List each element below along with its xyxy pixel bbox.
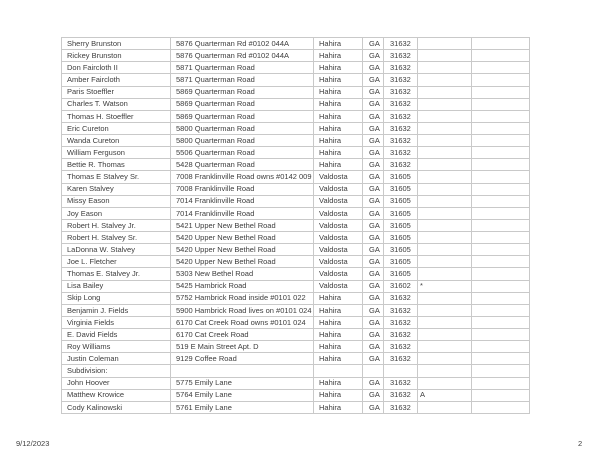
- table-row: [62, 50, 530, 62]
- note-cell: A: [418, 389, 472, 401]
- note-cell: [418, 244, 472, 256]
- state-cell: GA: [363, 183, 384, 195]
- state-cell: GA: [363, 401, 384, 413]
- city-cell: Hahira: [314, 316, 363, 328]
- zip-cell: 31632: [384, 304, 418, 316]
- name-cell: Subdivision:: [62, 365, 171, 377]
- state-cell: GA: [363, 353, 384, 365]
- city-cell: Hahira: [314, 304, 363, 316]
- state-cell: GA: [363, 207, 384, 219]
- address-cell: 5420 Upper New Bethel Road: [171, 232, 314, 244]
- state-cell: GA: [363, 74, 384, 86]
- extra-cell: [472, 304, 530, 316]
- state-cell: GA: [363, 256, 384, 268]
- name-cell: Amber Faircloth: [62, 74, 171, 86]
- table-row: [62, 159, 530, 171]
- state-cell: GA: [363, 86, 384, 98]
- city-cell: Hahira: [314, 159, 363, 171]
- note-cell: [418, 38, 472, 50]
- extra-cell: [472, 122, 530, 134]
- extra-cell: [472, 207, 530, 219]
- zip-cell: 31632: [384, 122, 418, 134]
- extra-cell: [472, 353, 530, 365]
- city-cell: Valdosta: [314, 207, 363, 219]
- zip-cell: 31605: [384, 207, 418, 219]
- extra-cell: [472, 74, 530, 86]
- city-cell: Hahira: [314, 329, 363, 341]
- zip-cell: 31632: [384, 135, 418, 147]
- state-cell: GA: [363, 304, 384, 316]
- address-cell: 519 E Main Street Apt. D: [171, 341, 314, 353]
- name-cell: Sherry Brunston: [62, 38, 171, 50]
- table-row: [62, 86, 530, 98]
- address-cell: 5871 Quarterman Road: [171, 62, 314, 74]
- table-row: [62, 292, 530, 304]
- zip-cell: 31605: [384, 171, 418, 183]
- note-cell: *: [418, 280, 472, 292]
- note-cell: [418, 159, 472, 171]
- extra-cell: [472, 98, 530, 110]
- table-row: [62, 244, 530, 256]
- address-cell: 7014 Franklinville Road: [171, 195, 314, 207]
- state-cell: GA: [363, 316, 384, 328]
- table-row: [62, 316, 530, 328]
- note-cell: [418, 147, 472, 159]
- table-row: [62, 122, 530, 134]
- state-cell: GA: [363, 62, 384, 74]
- note-cell: [418, 292, 472, 304]
- table-row: [62, 256, 530, 268]
- zip-cell: 31632: [384, 110, 418, 122]
- city-cell: Hahira: [314, 110, 363, 122]
- name-cell: Don Faircloth II: [62, 62, 171, 74]
- extra-cell: [472, 135, 530, 147]
- city-cell: Hahira: [314, 122, 363, 134]
- state-cell: GA: [363, 195, 384, 207]
- extra-cell: [472, 110, 530, 122]
- state-cell: GA: [363, 389, 384, 401]
- extra-cell: [472, 38, 530, 50]
- extra-cell: [472, 50, 530, 62]
- extra-cell: [472, 183, 530, 195]
- name-cell: Eric Cureton: [62, 122, 171, 134]
- state-cell: GA: [363, 377, 384, 389]
- zip-cell: 31605: [384, 268, 418, 280]
- table-row: [62, 377, 530, 389]
- note-cell: [418, 353, 472, 365]
- city-cell: Valdosta: [314, 232, 363, 244]
- city-cell: Hahira: [314, 377, 363, 389]
- note-cell: [418, 171, 472, 183]
- city-cell: Hahira: [314, 353, 363, 365]
- table-row: [62, 268, 530, 280]
- address-cell: 5900 Hambrick Road lives on #0101 024: [171, 304, 314, 316]
- zip-cell: 31632: [384, 377, 418, 389]
- address-cell: 5420 Upper New Bethel Road: [171, 256, 314, 268]
- zip-cell: 31632: [384, 316, 418, 328]
- zip-cell: 31632: [384, 159, 418, 171]
- address-cell: 7008 Franklinville Road: [171, 183, 314, 195]
- zip-cell: 31632: [384, 353, 418, 365]
- name-cell: Lisa Bailey: [62, 280, 171, 292]
- city-cell: Valdosta: [314, 280, 363, 292]
- note-cell: [418, 135, 472, 147]
- extra-cell: [472, 147, 530, 159]
- zip-cell: 31632: [384, 292, 418, 304]
- note-cell: [418, 50, 472, 62]
- city-cell: Hahira: [314, 86, 363, 98]
- extra-cell: [472, 171, 530, 183]
- note-cell: [418, 122, 472, 134]
- table-row: [62, 62, 530, 74]
- extra-cell: [472, 365, 530, 377]
- address-cell: 7014 Franklinville Road: [171, 207, 314, 219]
- city-cell: Hahira: [314, 50, 363, 62]
- note-cell: [418, 316, 472, 328]
- city-cell: Hahira: [314, 62, 363, 74]
- table-body: [62, 38, 530, 414]
- table-row: [62, 329, 530, 341]
- state-cell: GA: [363, 244, 384, 256]
- note-cell: [418, 98, 472, 110]
- name-cell: Justin Coleman: [62, 353, 171, 365]
- address-cell: 5876 Quarterman Rd #0102 044A: [171, 50, 314, 62]
- name-cell: E. David Fields: [62, 329, 171, 341]
- zip-cell: 31632: [384, 147, 418, 159]
- note-cell: [418, 341, 472, 353]
- city-cell: Valdosta: [314, 171, 363, 183]
- state-cell: GA: [363, 341, 384, 353]
- name-cell: Karen Stalvey: [62, 183, 171, 195]
- address-cell: 9129 Coffee Road: [171, 353, 314, 365]
- state-cell: GA: [363, 329, 384, 341]
- address-cell: 5800 Quarterman Road: [171, 122, 314, 134]
- address-cell: [171, 365, 314, 377]
- address-cell: 6170 Cat Creek Road: [171, 329, 314, 341]
- state-cell: [363, 365, 384, 377]
- address-cell: 5752 Hambrick Road inside #0101 022: [171, 292, 314, 304]
- name-cell: Cody Kalinowski: [62, 401, 171, 413]
- city-cell: Hahira: [314, 341, 363, 353]
- state-cell: GA: [363, 98, 384, 110]
- extra-cell: [472, 268, 530, 280]
- state-cell: GA: [363, 122, 384, 134]
- note-cell: [418, 329, 472, 341]
- address-cell: 6170 Cat Creek Road owns #0101 024: [171, 316, 314, 328]
- state-cell: GA: [363, 147, 384, 159]
- zip-cell: [384, 365, 418, 377]
- city-cell: Hahira: [314, 38, 363, 50]
- footer-date: 9/12/2023: [16, 439, 50, 448]
- address-cell: 5761 Emily Lane: [171, 401, 314, 413]
- note-cell: [418, 232, 472, 244]
- address-cell: 5800 Quarterman Road: [171, 135, 314, 147]
- name-cell: Bettie R. Thomas: [62, 159, 171, 171]
- table-row: [62, 135, 530, 147]
- note-cell: [418, 256, 472, 268]
- note-cell: [418, 304, 472, 316]
- name-cell: Virginia Fields: [62, 316, 171, 328]
- city-cell: Hahira: [314, 389, 363, 401]
- city-cell: Hahira: [314, 147, 363, 159]
- city-cell: Hahira: [314, 135, 363, 147]
- city-cell: [314, 365, 363, 377]
- zip-cell: 31632: [384, 38, 418, 50]
- note-cell: [418, 86, 472, 98]
- zip-cell: 31632: [384, 389, 418, 401]
- table-row: [62, 171, 530, 183]
- name-cell: Matthew Krowice: [62, 389, 171, 401]
- name-cell: Paris Stoeffler: [62, 86, 171, 98]
- table-row: [62, 183, 530, 195]
- extra-cell: [472, 401, 530, 413]
- name-cell: Roy Williams: [62, 341, 171, 353]
- name-cell: Thomas E Stalvey Sr.: [62, 171, 171, 183]
- zip-cell: 31632: [384, 50, 418, 62]
- name-cell: LaDonna W. Stalvey: [62, 244, 171, 256]
- table-row: [62, 219, 530, 231]
- zip-cell: 31605: [384, 195, 418, 207]
- table-row: [62, 353, 530, 365]
- extra-cell: [472, 244, 530, 256]
- zip-cell: 31605: [384, 232, 418, 244]
- name-cell: Joy Eason: [62, 207, 171, 219]
- extra-cell: [472, 389, 530, 401]
- extra-cell: [472, 292, 530, 304]
- extra-cell: [472, 86, 530, 98]
- state-cell: GA: [363, 50, 384, 62]
- zip-cell: 31632: [384, 74, 418, 86]
- table-row: [62, 401, 530, 413]
- address-cell: 5764 Emily Lane: [171, 389, 314, 401]
- table-row: [62, 365, 530, 377]
- extra-cell: [472, 232, 530, 244]
- note-cell: [418, 377, 472, 389]
- note-cell: [418, 365, 472, 377]
- name-cell: Thomas H. Stoeffler: [62, 110, 171, 122]
- city-cell: Hahira: [314, 74, 363, 86]
- address-cell: 5876 Quarterman Rd #0102 044A: [171, 38, 314, 50]
- extra-cell: [472, 316, 530, 328]
- zip-cell: 31602: [384, 280, 418, 292]
- note-cell: [418, 195, 472, 207]
- table-row: [62, 280, 530, 292]
- name-cell: John Hoover: [62, 377, 171, 389]
- name-cell: Charles T. Watson: [62, 98, 171, 110]
- state-cell: GA: [363, 135, 384, 147]
- extra-cell: [472, 159, 530, 171]
- note-cell: [418, 183, 472, 195]
- extra-cell: [472, 377, 530, 389]
- address-cell: 7008 Franklinville Road owns #0142 009: [171, 171, 314, 183]
- address-cell: 5303 New Bethel Road: [171, 268, 314, 280]
- address-cell: 5869 Quarterman Road: [171, 86, 314, 98]
- extra-cell: [472, 280, 530, 292]
- table-row: [62, 232, 530, 244]
- city-cell: Valdosta: [314, 219, 363, 231]
- note-cell: [418, 219, 472, 231]
- state-cell: GA: [363, 38, 384, 50]
- zip-cell: 31632: [384, 401, 418, 413]
- extra-cell: [472, 341, 530, 353]
- note-cell: [418, 207, 472, 219]
- zip-cell: 31605: [384, 183, 418, 195]
- address-cell: 5775 Emily Lane: [171, 377, 314, 389]
- address-cell: 5506 Quarterman Road: [171, 147, 314, 159]
- address-cell: 5869 Quarterman Road: [171, 110, 314, 122]
- table-row: [62, 110, 530, 122]
- extra-cell: [472, 219, 530, 231]
- zip-cell: 31632: [384, 329, 418, 341]
- table-row: [62, 98, 530, 110]
- address-cell: 5421 Upper New Bethel Road: [171, 219, 314, 231]
- extra-cell: [472, 329, 530, 341]
- table-row: [62, 341, 530, 353]
- zip-cell: 31605: [384, 244, 418, 256]
- table-row: [62, 38, 530, 50]
- address-cell: 5871 Quarterman Road: [171, 74, 314, 86]
- zip-cell: 31632: [384, 62, 418, 74]
- name-cell: Missy Eason: [62, 195, 171, 207]
- state-cell: GA: [363, 292, 384, 304]
- name-cell: Thomas E. Stalvey Jr.: [62, 268, 171, 280]
- table-row: [62, 147, 530, 159]
- name-cell: William Ferguson: [62, 147, 171, 159]
- address-cell: 5420 Upper New Bethel Road: [171, 244, 314, 256]
- extra-cell: [472, 256, 530, 268]
- table-row: [62, 74, 530, 86]
- extra-cell: [472, 195, 530, 207]
- zip-cell: 31632: [384, 341, 418, 353]
- zip-cell: 31605: [384, 256, 418, 268]
- note-cell: [418, 268, 472, 280]
- state-cell: GA: [363, 171, 384, 183]
- extra-cell: [472, 62, 530, 74]
- table-row: [62, 304, 530, 316]
- note-cell: [418, 401, 472, 413]
- state-cell: GA: [363, 219, 384, 231]
- note-cell: [418, 110, 472, 122]
- zip-cell: 31632: [384, 86, 418, 98]
- zip-cell: 31632: [384, 98, 418, 110]
- city-cell: Valdosta: [314, 268, 363, 280]
- footer-page-number: 2: [578, 439, 583, 448]
- state-cell: GA: [363, 232, 384, 244]
- city-cell: Valdosta: [314, 256, 363, 268]
- name-cell: Wanda Cureton: [62, 135, 171, 147]
- state-cell: GA: [363, 280, 384, 292]
- state-cell: GA: [363, 268, 384, 280]
- table-row: [62, 207, 530, 219]
- address-cell: 5425 Hambrick Road: [171, 280, 314, 292]
- table-row: [62, 195, 530, 207]
- city-cell: Valdosta: [314, 244, 363, 256]
- state-cell: GA: [363, 159, 384, 171]
- city-cell: Hahira: [314, 292, 363, 304]
- name-cell: Benjamin J. Fields: [62, 304, 171, 316]
- table-row: [62, 389, 530, 401]
- city-cell: Valdosta: [314, 183, 363, 195]
- city-cell: Hahira: [314, 98, 363, 110]
- name-cell: Robert H. Stalvey Sr.: [62, 232, 171, 244]
- city-cell: Valdosta: [314, 195, 363, 207]
- address-cell: 5428 Quarterman Road: [171, 159, 314, 171]
- resident-address-table: [61, 37, 530, 414]
- name-cell: Skip Long: [62, 292, 171, 304]
- note-cell: [418, 62, 472, 74]
- note-cell: [418, 74, 472, 86]
- city-cell: Hahira: [314, 401, 363, 413]
- zip-cell: 31605: [384, 219, 418, 231]
- name-cell: Rickey Brunston: [62, 50, 171, 62]
- address-cell: 5869 Quarterman Road: [171, 98, 314, 110]
- name-cell: Joe L. Fletcher: [62, 256, 171, 268]
- name-cell: Robert H. Stalvey Jr.: [62, 219, 171, 231]
- state-cell: GA: [363, 110, 384, 122]
